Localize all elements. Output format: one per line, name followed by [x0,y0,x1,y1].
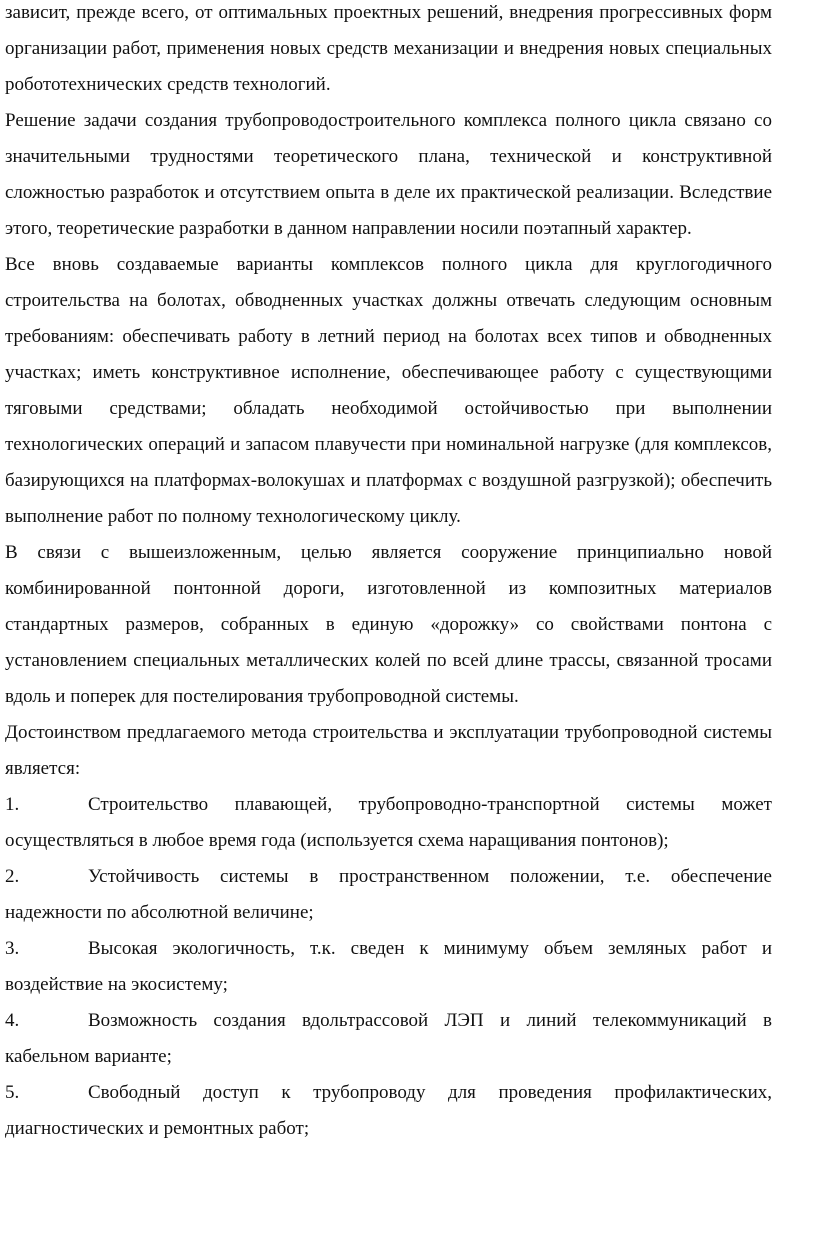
paragraph-4: В связи с вышеизложенным, целью является сооружение принципиально новой комбинированной понтонной дороги, изготовленной из композитных материалов стандартных размеров, собранных в единую «дорожку» со свойствами понтона с установлением специальных металлических колей по всей длине трассы, связанной тросами вдоль и поперек для постелирования трубопроводной системы. [5,542,772,707]
list-item [5,1003,772,1075]
list-item-text: Строительство плавающей, трубопроводно-транспортной системы может осуществляться в любое время года (используется схема наращивания понтонов); [5,794,772,851]
list-item-number: 4. [5,1010,20,1031]
list-item-number: 3. [5,938,20,959]
list-item [5,1075,772,1147]
list-item [5,931,772,1003]
paragraph-2: Решение задачи создания трубопроводостроительного комплекса полного цикла связано со значительными трудностями теоретического плана, технической и конструктивной сложностью разработок и отсутствием опыта в деле их практической реализации. Вследствие этого, теоретические разработки в данном направлении носили поэтапный характер. [5,110,772,239]
paragraph-5: Достоинством предлагаемого метода строительства и эксплуатации трубопроводной системы является: [5,722,772,779]
paragraph-1: зависит, прежде всего, от оптимальных проектных решений, внедрения прогрессивных форм организации работ, применения новых средств механизации и внедрения новых специальных робототехнических средств технологий. [5,2,772,95]
advantages-list [5,787,772,1147]
paragraph-3: Все вновь создаваемые варианты комплексов полного цикла для круглогодичного строительства на болотах, обводненных участках должны отвечать следующим основным требованиям: обеспечивать работу в летний период на болотах всех типов и обводненных участках; иметь конструктивное исполнение, обеспечивающее работу с существующими тяговыми средствами; обладать необходимой остойчивостью при выполнении технологических операций и запасом плавучести при номинальной нагрузке (для комплексов, базирующихся на платформах-волокушах и платформах с воздушной разгрузкой); обеспечить выполнение работ по полному технологическому циклу. [5,254,772,527]
list-item-number: 1. [5,794,20,815]
list-item [5,787,772,859]
list-item-text: Устойчивость системы в пространственном положении, т.е. обеспечение надежности по абсолютной величине; [5,866,772,923]
list-item-text: Возможность создания вдольтрассовой ЛЭП и линий телекоммуникаций в кабельном варианте; [5,1010,772,1067]
list-item-number: 5. [5,1082,20,1103]
list-item-text: Высокая экологичность, т.к. сведен к минимуму объем земляных работ и воздействие на экосистему; [5,938,772,995]
list-item-text: Свободный доступ к трубопроводу для проведения профилактических, диагностических и ремонтных работ; [5,1082,772,1139]
list-item [5,859,772,931]
document-page [5,0,772,1147]
list-item-number: 2. [5,866,20,887]
